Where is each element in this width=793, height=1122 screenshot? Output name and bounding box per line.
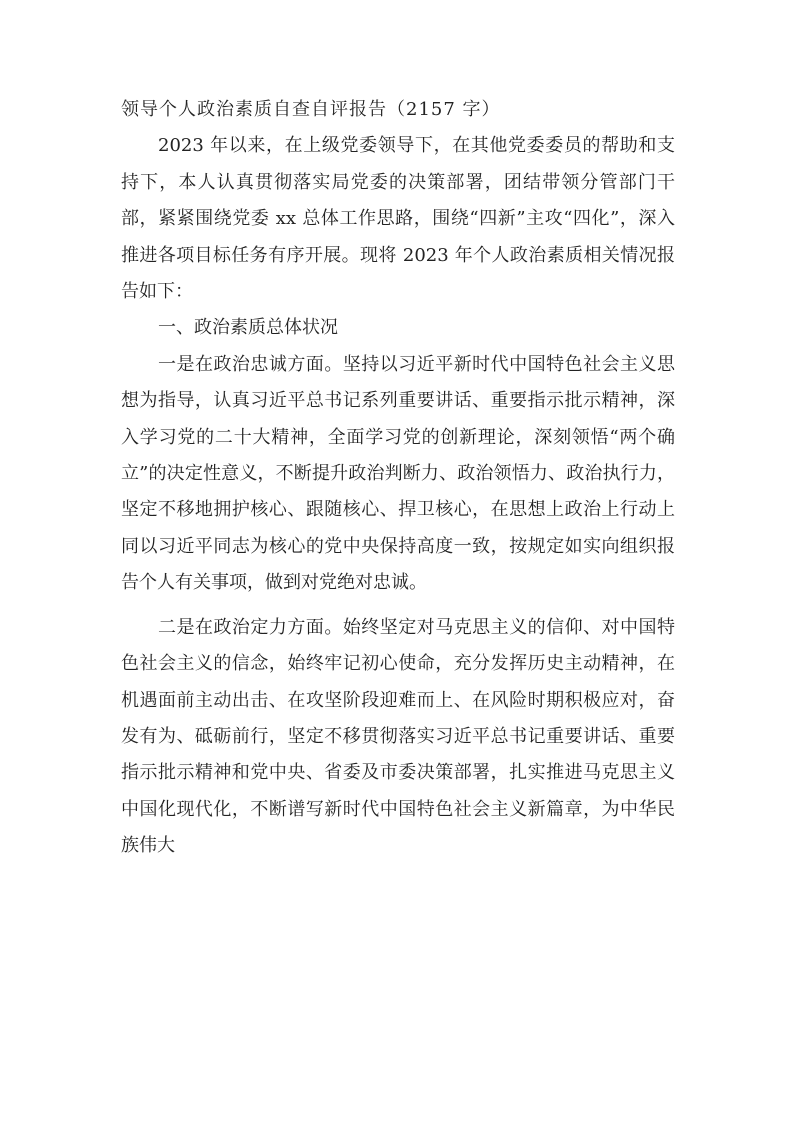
document-body [121,92,675,865]
section-heading: 一、政治素质总体状况 [158,317,338,339]
political-loyalty-paragraph: 一是在政治忠诚方面。坚持以习近平新时代中国特色社会主义思想为指导，认真习近平总书记系列重要讲话、重要指示批示精神，深入学习党的二十大精神，全面学习党的创新理论，深刻领悟“两个确立”的决定性意义，不断提升政治判断力、政治领悟力、政治执行力，坚定不移地拥护核心、跟随核心、捍卫核心，在思想上政治上行动上同以习近平同志为核心的党中央保持高度一致，按规定如实向组织报告个人有关事项，做到对党绝对忠诚。 [121,353,675,594]
document-title: 领导个人政治素质自查自评报告（2157 字） [121,99,501,120]
intro-paragraph: 2023 年以来，在上级党委领导下，在其他党委委员的帮助和支持下，本人认真贯彻落实局党委的决策部署，团结带领分管部门干部，紧紧围绕党委 xx 总体工作思路，围绕“四新”主攻“四化”，深入推进各项目标任务有序开展。现将 2023 年个人政治素质相关情况报告如下： [121,135,675,303]
political-resolve-paragraph: 二是在政治定力方面。始终坚定对马克思主义的信仰、对中国特色社会主义的信念，始终牢记初心使命，充分发挥历史主动精神，在机遇面前主动出击、在攻坚阶段迎难而上、在风险时期积极应对，奋发有为、砥砺前行，坚定不移贯彻落实习近平总书记重要讲话、重要指示批示精神和党中央、省委及市委决策部署，扎实推进马克思主义中国化现代化，不断谱写新时代中国特色社会主义新篇章，为中华民族伟大 [121,616,675,857]
